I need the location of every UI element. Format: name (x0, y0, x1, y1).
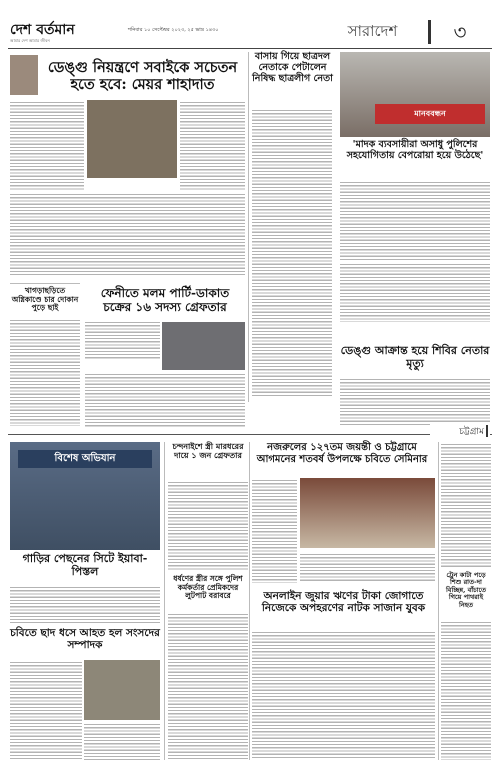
dengue-mayor-headline: ডেঙ্গু নিয়ন্ত্রণে সবাইকে সচেতন হতে হবে: মেয়র শাহাদাত (47, 59, 238, 93)
dengue-mayor-body-3 (10, 192, 245, 277)
human-chain-banner: মানববন্ধন (375, 104, 485, 124)
feni-arrest-photo (162, 322, 245, 370)
police-family-body (168, 612, 248, 760)
chattogram-marker (486, 425, 488, 437)
nazrul-seminar-photo (300, 478, 435, 548)
feni-body-1 (85, 320, 160, 360)
special-drive-banner: বিশেষ অভিযান (18, 450, 152, 468)
dateline: শনিবার ১০ সেপ্টেম্বর ২০২৩, ২৫ ভাদ্র ১৪৩০ (128, 27, 219, 33)
bus-headline: বাসায় গিয়ে ছাত্রদল নেতাকে পেটালেন নিষিদ্ধ ছাত্রলীগ নেতা (252, 51, 333, 84)
wife-murder-headline: চন্দনাইশে স্ত্রী মারধরের দায়ে ১ জন গ্রেফতার (172, 441, 244, 461)
bus-body (252, 108, 332, 398)
fire-body (10, 318, 80, 426)
col-divider-3 (249, 442, 250, 760)
online-gambling-headline: অনলাইন জুয়ার ঋণের টাকা জোগাতে নিজেকে অপহরণের নাটক সাজান যুবক (261, 590, 426, 615)
feni-headline: ফেনীতে মলম পার্টি-ডাকাত চক্রের ১৬ সদস্য গ্রেফতার (100, 286, 230, 314)
drug-traders-headline: 'মাদক ব্যবসায়ীরা অসাধু পুলিশের সহযোগিতায় বেপরোয়া হয়ে উঠেছে' (346, 139, 484, 161)
car-arms-headline: গাড়ির পেছনের সিটে ইয়াবা-পিস্তল (22, 552, 148, 578)
chattogram-label: চট্টগ্রাম (430, 424, 490, 439)
dengue-meeting-photo (87, 100, 177, 178)
train-headline: ট্রেন কাটা পড়ে শিশু রাত-দা বিচ্ছিন্ন, বাঁচাতে গিয়ে পাথরাই নিহত (445, 571, 487, 609)
fire-headline: খাগড়াছড়িতে অগ্নিকাণ্ডে চার দোকান পুড়ে ছাই (11, 286, 79, 313)
drug-traders-body (340, 180, 490, 260)
masthead (10, 22, 130, 44)
car-arms-body (10, 585, 160, 623)
special-drive-photo (10, 442, 160, 550)
feni-body-2 (85, 372, 245, 427)
mayor-photo (10, 55, 38, 95)
chattogram-rule (8, 434, 492, 435)
train-body-1 (441, 442, 491, 567)
section-divider (428, 20, 431, 44)
online-gambling-body (252, 630, 435, 760)
roof-collapse-photo (84, 660, 160, 720)
header-rule (8, 48, 492, 49)
dengue-mayor-body-2 (180, 100, 245, 190)
dengue-mayor-body-1 (10, 100, 84, 190)
dengue-death-body (340, 377, 490, 425)
roof-collapse-headline: চবিতে ছাদ ধসে আহত হল সংসদের সম্পাদক (10, 627, 160, 652)
col-divider-4 (438, 442, 439, 760)
col-divider-2 (164, 442, 165, 760)
roof-collapse-body-2 (84, 722, 160, 760)
police-family-headline: ধর্ষণের স্ত্রীর সঙ্গে পুলিশ কর্মকর্তার প্রেমিকদের লুটপাট বরাবরে (173, 574, 243, 601)
col-divider-1 (248, 52, 249, 402)
nazrul-body-1 (252, 478, 297, 583)
page-number: ৩ (453, 20, 467, 44)
logo-tagline: আমার দেশ আমার জীবন (10, 38, 50, 43)
drug-traders-body-2 (340, 262, 490, 322)
divider-fire (10, 283, 80, 284)
roof-collapse-body-1 (10, 660, 82, 760)
nazrul-body-2 (300, 552, 435, 582)
logo: দেশ বর্তমান (10, 22, 75, 38)
wife-murder-body (168, 480, 248, 570)
human-chain-photo (340, 52, 490, 137)
nazrul-headline: নজরুলের ১২৭তম জয়ন্তী ও চট্টগ্রামে আগমনের শতবর্ষ উপলক্ষে চবিতে সেমিনার (256, 442, 428, 465)
dengue-death-headline: ডেঙ্গু আক্রান্ত হয়ে শিবির নেতার মৃত্যু (340, 344, 490, 370)
train-body-2 (441, 620, 491, 760)
section-title: সারাদেশ (347, 22, 398, 40)
